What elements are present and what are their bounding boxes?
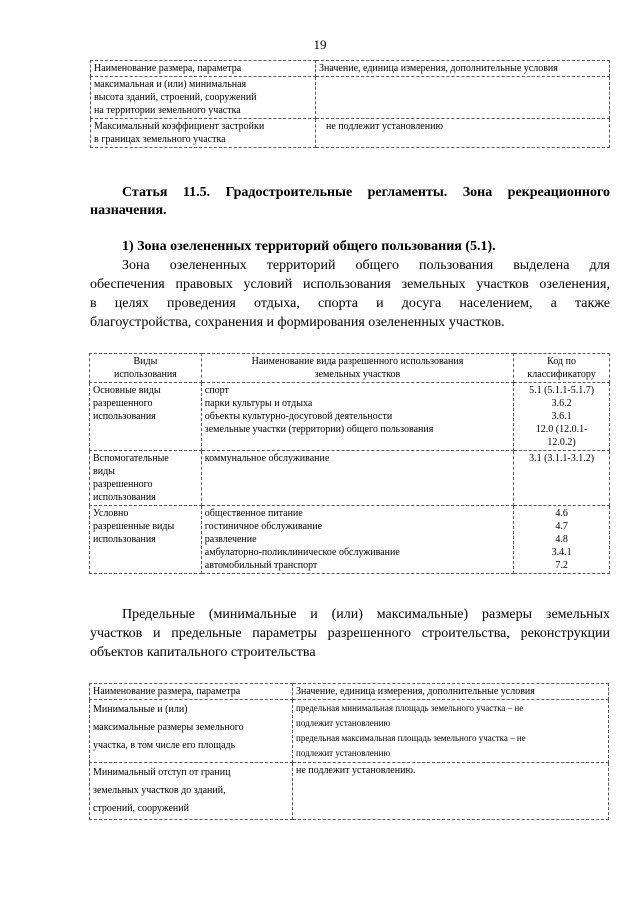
table-cell	[293, 700, 609, 763]
cell-line: Минимальный отступ от границ	[93, 767, 231, 778]
cell-line: использования	[93, 411, 156, 422]
header-line: Виды	[133, 356, 158, 367]
cell-line: Условно	[93, 508, 129, 519]
text-line: Предельные (минимальные и (или) максимальные) размеры земельных	[122, 607, 610, 622]
cell-line: спорт	[204, 385, 229, 396]
cell-line: разрешенного	[93, 398, 153, 409]
cell-line: 7.2	[555, 560, 568, 571]
table-cell	[90, 763, 293, 820]
cell-line: земельные участки (территории) общего пользования	[204, 424, 434, 435]
cell-line: 3.1 (3.1.1-3.1.2)	[529, 453, 595, 464]
cell-line: 3.6.2	[551, 398, 572, 409]
cell-line: на территории земельного участка	[94, 105, 241, 116]
table-cell	[90, 700, 293, 763]
cell-line: строений, сооружений	[93, 803, 189, 814]
text-line: обеспечения правовых условий использования земельных участков озеленения,	[90, 277, 610, 292]
header-cell: Наименование размера, параметра	[91, 61, 316, 77]
cell-line: Основные виды	[93, 385, 161, 396]
text-line: благоустройства, сохранения и формирования озелененных участков.	[90, 315, 505, 330]
cell-line: использования	[93, 492, 156, 503]
cell-line: 5.1 (5.1.1-5.1.7)	[529, 385, 595, 396]
codes-cell	[514, 383, 610, 451]
table-row	[90, 700, 609, 763]
codes-cell	[514, 451, 610, 506]
table-cell	[91, 119, 316, 148]
cell-line: в границах земельного участка	[94, 134, 226, 145]
table-header-row	[90, 354, 610, 383]
cell-line: 3.6.1	[551, 411, 572, 422]
cell-line: 12.0.2)	[547, 437, 576, 448]
cell-line: коммунальное обслуживание	[204, 453, 330, 464]
table-row	[91, 119, 610, 148]
table-cell	[316, 77, 610, 119]
cell-line: виды	[93, 466, 115, 477]
cell-line: предельная минимальная площадь земельного участка – не	[296, 703, 524, 713]
table-cell	[91, 77, 316, 119]
header-line: использования	[114, 369, 177, 380]
table-row	[90, 383, 610, 451]
zone-description	[90, 256, 610, 332]
cell-line: 4.7	[555, 521, 568, 532]
table-row	[90, 763, 609, 820]
cell-line: амбулаторно-поликлиническое обслуживание	[204, 547, 400, 558]
land-use-types-table	[89, 353, 610, 574]
cell-line: 12.0 (12.0.1-	[535, 424, 588, 435]
cell-line: Вспомогательные	[93, 453, 169, 464]
header-cell: Значение, единица измерения, дополнительные условия	[293, 684, 609, 700]
table-cell: не подлежит установлению	[316, 119, 610, 148]
cell-line: разрешенного	[93, 479, 153, 490]
names-cell	[201, 383, 513, 451]
header-cell: Наименование размера, параметра	[90, 684, 293, 700]
zone-heading: 1) Зона озелененных территорий общего пользования (5.1).	[122, 239, 496, 254]
cell-line: максимальные размеры земельного	[93, 722, 244, 733]
cell-line: максимальная и (или) минимальная	[94, 79, 247, 90]
cell-line: участка, в том числе его площадь	[93, 740, 236, 751]
limits-description	[90, 605, 610, 662]
table-header-row	[90, 684, 609, 700]
codes-cell	[514, 506, 610, 574]
cell-line: разрешенные виды	[93, 521, 175, 532]
cell-line: общественное питание	[204, 508, 303, 519]
cell-line: использования	[93, 534, 156, 545]
cell-line: 4.6	[555, 508, 568, 519]
cell-line: парки культуры и отдыха	[204, 398, 313, 409]
cell-line: развлечение	[204, 534, 257, 545]
article-heading: Статья 11.5. Градостроительные регламенты. Зона рекреационного назначения.	[90, 185, 610, 218]
names-cell	[201, 506, 513, 574]
cell-line: земельных участков до зданий,	[93, 785, 226, 796]
cell-line: подлежит установлению	[296, 718, 391, 728]
table-row	[90, 451, 610, 506]
parameters-table-bottom	[89, 683, 609, 820]
header-line: классификатору	[527, 369, 596, 380]
table-header-row	[91, 61, 610, 77]
cell-line: объекты культурно-досуговой деятельности	[204, 411, 393, 422]
cell-line: предельная максимальная площадь земельного участка – не	[296, 733, 526, 743]
header-cell: Значение, единица измерения, дополнительные условия	[316, 61, 610, 77]
text-line: Зона озелененных территорий общего пользования выделена для	[122, 258, 610, 273]
cell-line: не подлежит установлению.	[296, 765, 416, 776]
cell-line: 4.8	[555, 534, 568, 545]
parameters-table-top	[90, 60, 610, 148]
cell-line: гостиничное обслуживание	[204, 521, 323, 532]
cell-line: высота зданий, строений, сооружений	[94, 92, 257, 103]
header-line: земельных участков	[314, 369, 401, 380]
type-cell	[90, 451, 202, 506]
cell-line: подлежит установлению	[296, 748, 391, 758]
header-line: Код по	[547, 356, 576, 367]
table-cell	[293, 763, 609, 820]
cell-line: Минимальные и (или)	[93, 704, 188, 715]
header-cell	[514, 354, 610, 383]
text-line: объектов капитального строительства	[90, 645, 316, 660]
header-line: Наименование вида разрешенного использования	[251, 356, 464, 367]
cell-line: 3.4.1	[551, 547, 572, 558]
cell-line: автомобильный транспорт	[204, 560, 318, 571]
text-line: участков и предельные параметры разрешенного строительства, реконструкции	[90, 626, 610, 641]
page-number: 19	[313, 37, 327, 52]
header-cell	[90, 354, 202, 383]
names-cell	[201, 451, 513, 506]
table-row	[91, 77, 610, 119]
type-cell	[90, 383, 202, 451]
table-row	[90, 506, 610, 574]
type-cell	[90, 506, 202, 574]
text-line: в целях проведения отдыха, спорта и досуга населением, а также	[90, 296, 610, 311]
cell-line: Максимальный коэффициент застройки	[94, 121, 265, 132]
header-cell	[201, 354, 513, 383]
